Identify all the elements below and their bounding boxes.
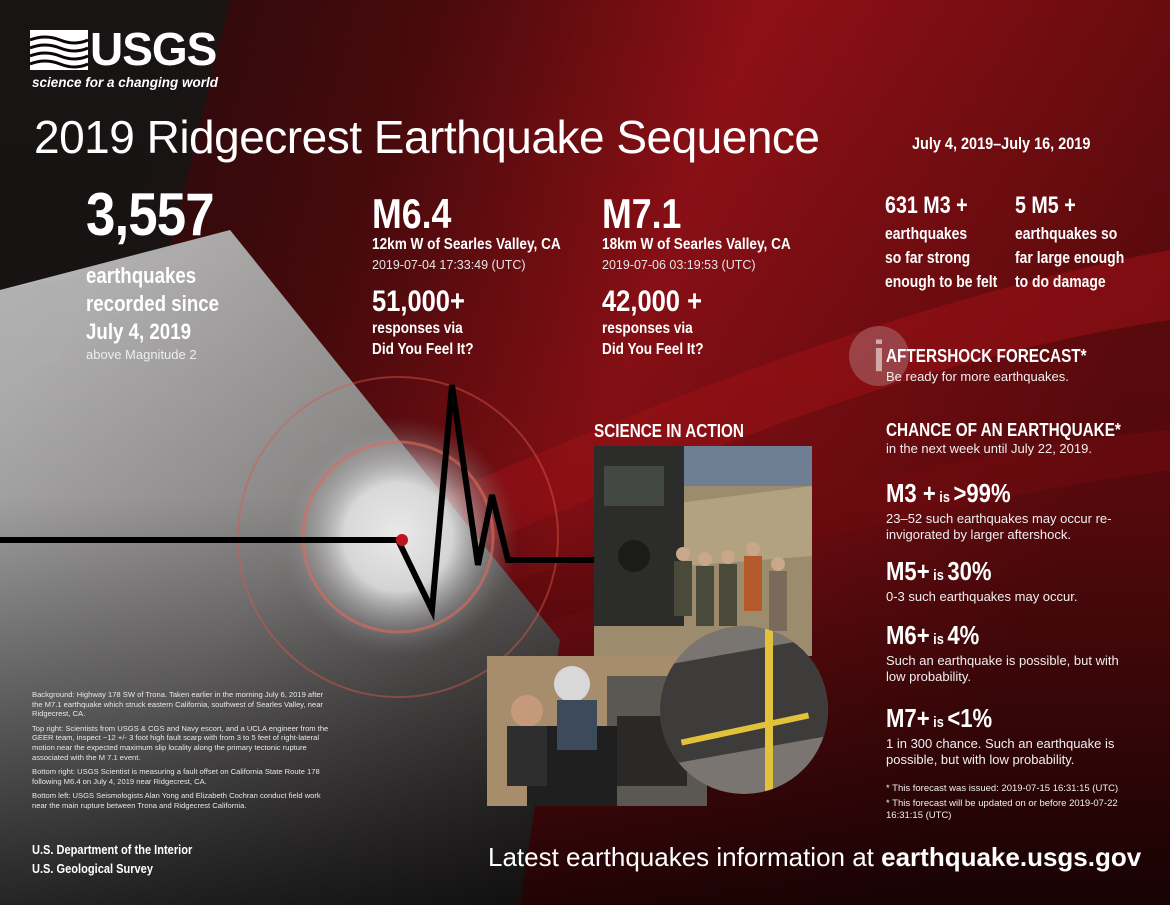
prob-mag: M3 + <box>886 478 936 508</box>
prob-value: 4% <box>947 620 980 650</box>
aftershock-forecast <box>886 346 1122 385</box>
quake-location: 12km W of Searles Valley, CA <box>372 236 561 253</box>
felt-m3 <box>885 192 1025 294</box>
footer <box>488 842 1141 873</box>
date-range: July 4, 2019–July 16, 2019 <box>912 134 1091 153</box>
total-line1: earthquakes <box>86 263 197 288</box>
quake-time: 2019-07-04 17:33:49 (UTC) <box>372 258 526 272</box>
page-title: 2019 Ridgecrest Earthquake Sequence <box>34 111 820 163</box>
prob-is: is <box>929 714 948 731</box>
footer-text: Latest earthquakes information at <box>488 842 882 872</box>
felt-line3: enough to be felt <box>885 272 998 291</box>
prob-desc: 23–52 such earthquakes may occur re-invigorated by larger aftershock. <box>886 511 1112 542</box>
prob-is: is <box>935 489 954 506</box>
quake-magnitude: M7.1 <box>602 190 682 237</box>
total-subtitle: above Magnitude 2 <box>86 347 197 362</box>
total-line2: recorded since <box>86 291 220 316</box>
quake-m71 <box>602 192 822 360</box>
info-icon-glyph: i <box>872 332 886 381</box>
quake-m64 <box>372 192 592 360</box>
photo-helicopter-team <box>594 446 812 656</box>
prob-value: >99% <box>953 478 1011 508</box>
forecast-heading: AFTERSHOCK FORECAST* <box>886 346 1087 366</box>
quake-responses: 42,000 + <box>602 285 702 318</box>
quake-magnitude: M6.4 <box>372 190 452 237</box>
felt-line2: far large enough <box>1015 248 1125 267</box>
science-heading: SCIENCE IN ACTION <box>594 421 744 441</box>
felt-headline: 5 M5 + <box>1015 192 1076 219</box>
photo-captions <box>32 690 332 816</box>
quake-time: 2019-07-06 03:19:53 (UTC) <box>602 258 756 272</box>
total-count: 3,557 <box>86 181 214 248</box>
quake-responses-label1: responses via <box>372 320 463 337</box>
felt-text <box>1015 222 1138 294</box>
probability-m6 <box>886 620 1126 685</box>
chance-subtitle: in the next week until July 22, 2019. <box>886 441 1092 456</box>
felt-line1: earthquakes so <box>1015 224 1118 243</box>
chance-heading: CHANCE OF AN EARTHQUAKE* <box>886 420 1121 440</box>
photo-fault-offset <box>660 626 828 794</box>
caption: Top right: Scientists from USGS & CGS and Navy escort, and a UCLA engineer from the GEER team, inspect ~12 +/- 3 foot high fault scarp with from 3 to 5 feet of right-lateral motion near the expected maximum slip locality along the primary tectonic rupture associated with the M 7.1 event. <box>32 723 329 762</box>
department-line1: U.S. Department of the Interior <box>32 842 193 857</box>
quake-responses: 51,000+ <box>372 285 465 318</box>
quake-responses-label2: Did You Feel It? <box>372 341 474 358</box>
department-credit <box>32 840 192 878</box>
forecast-note: * This forecast will be updated on or before 2019-07-22 16:31:15 (UTC) <box>886 798 1118 821</box>
quake-location: 18km W of Searles Valley, CA <box>602 236 791 253</box>
caption: Bottom right: USGS Scientist is measuring a fault offset on California State Route 178 following M6.4 on July 4, 2019 near Ridgecrest, CA. <box>32 767 320 786</box>
probability-m3 <box>886 478 1126 543</box>
prob-value: 30% <box>947 556 992 586</box>
chance-section <box>886 420 1162 457</box>
usgs-logo <box>30 23 219 98</box>
felt-headline: 631 M3 + <box>885 192 968 219</box>
felt-line3: to do damage <box>1015 272 1106 291</box>
caption: Background: Highway 178 SW of Trona. Taken earlier in the morning July 6, 2019 after the M7.1 earthquake which struck eastern California, southwest of Searles Valley, near Ridgecrest, CA. <box>32 690 324 719</box>
felt-text <box>885 222 1008 294</box>
felt-m5 <box>1015 192 1155 294</box>
prob-desc: 1 in 300 chance. Such an earthquake is possible, but with low probability. <box>886 736 1115 767</box>
prob-mag: M5+ <box>886 556 930 586</box>
prob-desc: 0-3 such earthquakes may occur. <box>886 589 1078 604</box>
prob-mag: M6+ <box>886 620 930 650</box>
quake-responses-label1: responses via <box>602 320 693 337</box>
forecast-notes <box>886 783 1146 825</box>
logo-wordmark: USGS <box>90 23 217 75</box>
total-line3: July 4, 2019 <box>86 319 192 344</box>
total-description <box>86 262 239 346</box>
department-line2: U.S. Geological Survey <box>32 861 153 876</box>
prob-is: is <box>929 567 948 584</box>
quake-responses-label2: Did You Feel It? <box>602 341 704 358</box>
prob-desc: Such an earthquake is possible, but with low probability. <box>886 653 1119 684</box>
probability-m7 <box>886 703 1126 768</box>
prob-mag: M7+ <box>886 703 930 733</box>
logo-tagline: science for a changing world <box>32 75 219 90</box>
usgs-wave-icon <box>30 30 88 70</box>
felt-line1: earthquakes <box>885 224 968 243</box>
felt-line2: so far strong <box>885 248 971 267</box>
forecast-note: * This forecast was issued: 2019-07-15 16:31:15 (UTC) <box>886 783 1119 794</box>
forecast-subtitle: Be ready for more earthquakes. <box>886 369 1069 384</box>
caption: Bottom left: USGS Seismologists Alan Yong and Elizabeth Cochran conduct field work near the main rupture between Trona and Ridgecrest California. <box>32 791 321 810</box>
prob-value: <1% <box>947 703 993 733</box>
probability-m5 <box>886 556 1126 605</box>
footer-link[interactable]: earthquake.usgs.gov <box>881 842 1142 872</box>
prob-is: is <box>929 631 948 648</box>
